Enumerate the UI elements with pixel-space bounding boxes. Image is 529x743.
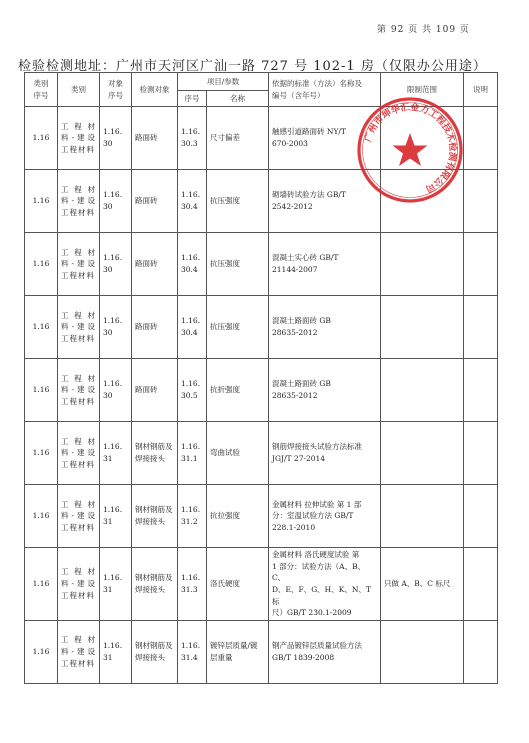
cell-param-name: 弯曲试验	[207, 422, 269, 485]
table-row	[25, 485, 498, 548]
cell-object-no: 1.16. 31	[100, 548, 132, 621]
header-object: 检测对象	[132, 73, 178, 107]
cell-limits	[381, 422, 464, 485]
cell-standard: 金属材料 洛氏硬度试验 第 1 部分：试验方法（A、B、C、 D、E、F、G、H、K、N、T 标 尺）GB/T 230.1-2009	[269, 548, 381, 621]
cell-object: 钢材钢筋及焊接接头	[132, 422, 178, 485]
cell-note	[464, 107, 498, 170]
cell-note	[464, 548, 498, 621]
cell-object: 钢材钢筋及焊接接头	[132, 548, 178, 621]
cell-note	[464, 359, 498, 422]
cell-category-no: 1.16	[25, 620, 58, 683]
cell-note	[464, 233, 498, 296]
cell-param-no: 1.16. 30.4	[178, 296, 207, 359]
cell-category-no: 1.16	[25, 107, 58, 170]
table-row	[25, 422, 498, 485]
cell-note	[464, 170, 498, 233]
cell-category-no: 1.16	[25, 170, 58, 233]
table-body	[25, 107, 498, 684]
cell-category: 工程材料-建设工程材料	[58, 620, 100, 683]
cell-object-no: 1.16. 30	[100, 107, 132, 170]
cell-param-name: 抗压强度	[207, 170, 269, 233]
cell-object: 路面砖	[132, 233, 178, 296]
cell-limits: 只做 A、B、C 标尺	[381, 548, 464, 621]
table-row	[25, 296, 498, 359]
cell-param-no: 1.16. 31.2	[178, 485, 207, 548]
cell-category: 工程材料-建设工程材料	[58, 359, 100, 422]
table-row	[25, 620, 498, 683]
cell-param-no: 1.16. 30.4	[178, 170, 207, 233]
cell-category-no: 1.16	[25, 485, 58, 548]
cell-category: 工程材料-建设工程材料	[58, 296, 100, 359]
cell-category: 工程材料-建设工程材料	[58, 422, 100, 485]
cell-limits	[381, 620, 464, 683]
cell-object: 路面砖	[132, 170, 178, 233]
cell-param-name: 抗压强度	[207, 296, 269, 359]
cell-param-name: 抗折强度	[207, 359, 269, 422]
cell-object-no: 1.16. 31	[100, 485, 132, 548]
cell-object-no: 1.16. 31	[100, 620, 132, 683]
cell-category-no: 1.16	[25, 233, 58, 296]
cell-standard: 触感引道路面砖 NY/T 670-2003	[269, 107, 381, 170]
header-note: 说明	[464, 73, 498, 107]
cell-category: 工程材料-建设工程材料	[58, 170, 100, 233]
cell-object: 钢材钢筋及焊接接头	[132, 620, 178, 683]
cell-standard: 钢产品镀锌层质量试验方法 GB/T 1839-2008	[269, 620, 381, 683]
cell-category-no: 1.16	[25, 422, 58, 485]
table-row	[25, 548, 498, 621]
cell-object-no: 1.16. 30	[100, 296, 132, 359]
cell-category: 工程材料-建设工程材料	[58, 548, 100, 621]
cell-standard: 混凝土路面砖 GB 28635-2012	[269, 296, 381, 359]
cell-object-no: 1.16. 30	[100, 233, 132, 296]
header-limits: 限制范围	[381, 73, 464, 107]
cell-note	[464, 296, 498, 359]
cell-object: 路面砖	[132, 296, 178, 359]
cell-param-name: 尺寸偏差	[207, 107, 269, 170]
table-row	[25, 170, 498, 233]
cell-limits	[381, 296, 464, 359]
cell-standard: 混凝土实心砖 GB/T 21144-2007	[269, 233, 381, 296]
cell-param-name: 洛氏硬度	[207, 548, 269, 621]
cell-param-no: 1.16. 30.5	[178, 359, 207, 422]
cell-param-no: 1.16. 31.4	[178, 620, 207, 683]
cell-category-no: 1.16	[25, 296, 58, 359]
cell-object: 路面砖	[132, 359, 178, 422]
table-row	[25, 359, 498, 422]
cell-standard: 混凝土路面砖 GB 28635-2012	[269, 359, 381, 422]
cell-category: 工程材料-建设工程材料	[58, 233, 100, 296]
table-header-row	[25, 73, 498, 91]
cell-standard: 金属材料 拉伸试验 第 1 部 分：室温试验方法 GB/T 228.1-2010	[269, 485, 381, 548]
lab-address: 检验检测地址：广州市天河区广汕一路 727 号 102-1 房（仅限办公用途）	[18, 59, 487, 74]
cell-category: 工程材料-建设工程材料	[58, 107, 100, 170]
cell-object: 钢材钢筋及焊接接头	[132, 485, 178, 548]
cell-category: 工程材料-建设工程材料	[58, 485, 100, 548]
page-number: 第 92 页 共 109 页	[377, 25, 470, 35]
cell-param-no: 1.16. 30.4	[178, 233, 207, 296]
header-param-name: 名称	[207, 91, 269, 107]
cell-param-name: 抗压强度	[207, 233, 269, 296]
cell-limits	[381, 485, 464, 548]
table-row	[25, 233, 498, 296]
cell-note	[464, 485, 498, 548]
cell-limits	[381, 359, 464, 422]
cell-object: 路面砖	[132, 107, 178, 170]
header-category-no: 类别 序号	[25, 73, 58, 107]
cell-param-no: 1.16. 31.1	[178, 422, 207, 485]
cell-limits	[381, 107, 464, 170]
cell-category-no: 1.16	[25, 548, 58, 621]
header-category: 类别	[58, 73, 100, 107]
cell-param-no: 1.16. 31.3	[178, 548, 207, 621]
header-param-no: 序号	[178, 91, 207, 107]
cell-note	[464, 422, 498, 485]
cell-category-no: 1.16	[25, 359, 58, 422]
cell-param-no: 1.16. 30.3	[178, 107, 207, 170]
header-param-group: 项目/参数	[178, 73, 269, 91]
cell-param-name: 镀锌层质量/镀层重量	[207, 620, 269, 683]
cell-limits	[381, 233, 464, 296]
cell-limits	[381, 170, 464, 233]
cell-standard: 砌墙砖试验方法 GB/T 2542-2012	[269, 170, 381, 233]
cell-param-name: 抗拉强度	[207, 485, 269, 548]
table-row	[25, 107, 498, 170]
scope-table	[24, 72, 498, 684]
cell-standard: 钢筋焊接接头试验方法标准 JGJ/T 27-2014	[269, 422, 381, 485]
cell-object-no: 1.16. 30	[100, 359, 132, 422]
header-object-no: 对象 序号	[100, 73, 132, 107]
header-standard: 依据的标准（方法）名称及 编号（含年号）	[269, 73, 381, 107]
cell-note	[464, 620, 498, 683]
cell-object-no: 1.16. 30	[100, 170, 132, 233]
seal-text: 广州市坤华汇金力工程技术检测有限公司	[362, 101, 459, 195]
cell-object-no: 1.16. 31	[100, 422, 132, 485]
